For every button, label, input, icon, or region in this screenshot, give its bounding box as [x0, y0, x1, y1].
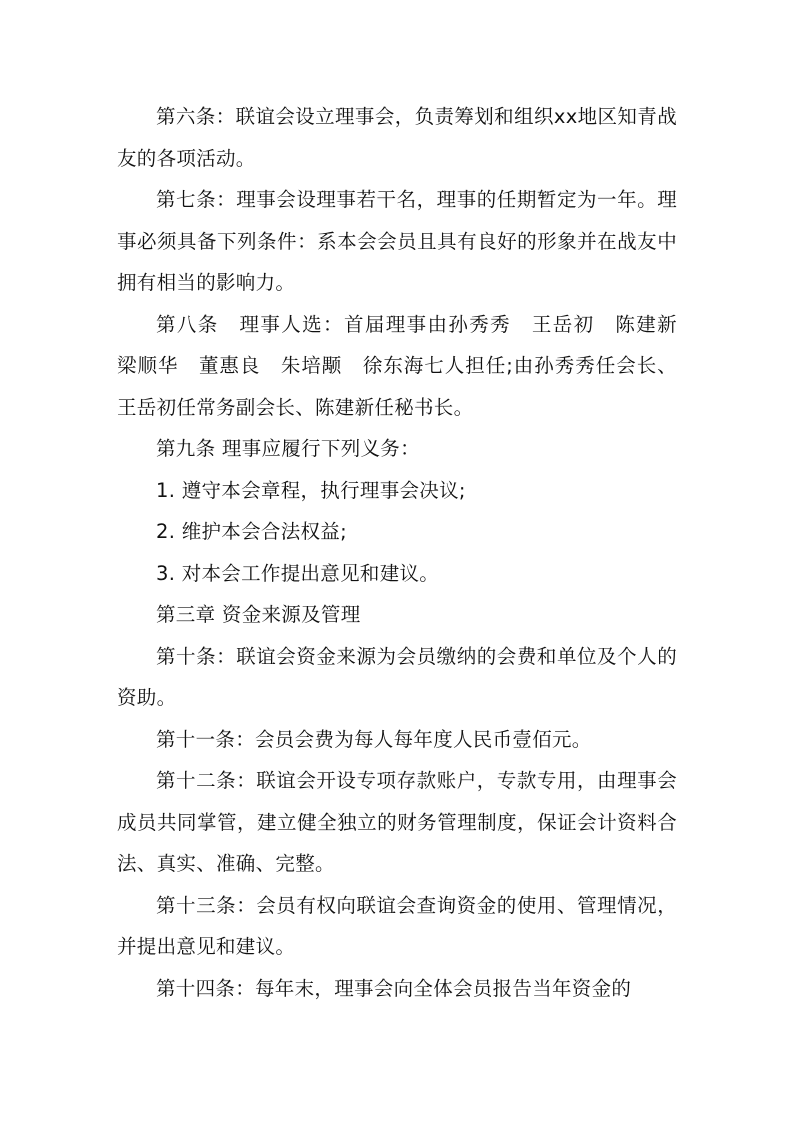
chapter-3-heading: 第三章 资金来源及管理 [156, 603, 361, 626]
article-14-paragraph: 第十四条：每年末，理事会向全体会员报告当年资金的 [156, 976, 632, 1000]
article-6-paragraph: 第六条：联谊会设立理事会，负责筹划和组织xx地区知青战友的各项活动。 [117, 105, 677, 170]
duty-item-3: 3. 对本会工作提出意见和建议。 [156, 561, 440, 585]
article-11-paragraph: 第十一条：会员会费为每人每年度人民币壹佰元。 [156, 727, 592, 751]
duty-item-1: 1. 遵守本会章程，执行理事会决议; [156, 478, 466, 502]
article-9-paragraph: 第九条 理事应履行下列义务： [156, 437, 420, 460]
article-10-paragraph: 第十条：联谊会资金来源为会员缴纳的会费和单位及个人的资助。 [117, 644, 677, 709]
duty-item-2: 2. 维护本会合法权益; [156, 520, 347, 543]
article-12-paragraph: 第十二条：联谊会开设专项存款账户，专款专用，由理事会成员共同掌管，建立健全独立的财务管理制度，保证会计资料合法、真实、准确、完整。 [117, 769, 677, 875]
article-7-paragraph: 第七条：理事会设理事若干名，理事的任期暂定为一年。理事必须具备下列条件：系本会会员且具有良好的形象并在战友中拥有相当的影响力。 [117, 188, 677, 294]
article-8-paragraph: 第八条 理事人选：首届理事由孙秀秀 王岳初 陈建新 梁顺华 董惠良 朱培颙 徐东海七人担任;由孙秀秀任会长、王岳初任常务副会长、陈建新任秘书长。 [117, 312, 697, 419]
article-13-paragraph: 第十三条：会员有权向联谊会查询资金的使用、管理情况，并提出意见和建议。 [117, 893, 677, 958]
document-body [117, 96, 697, 1009]
